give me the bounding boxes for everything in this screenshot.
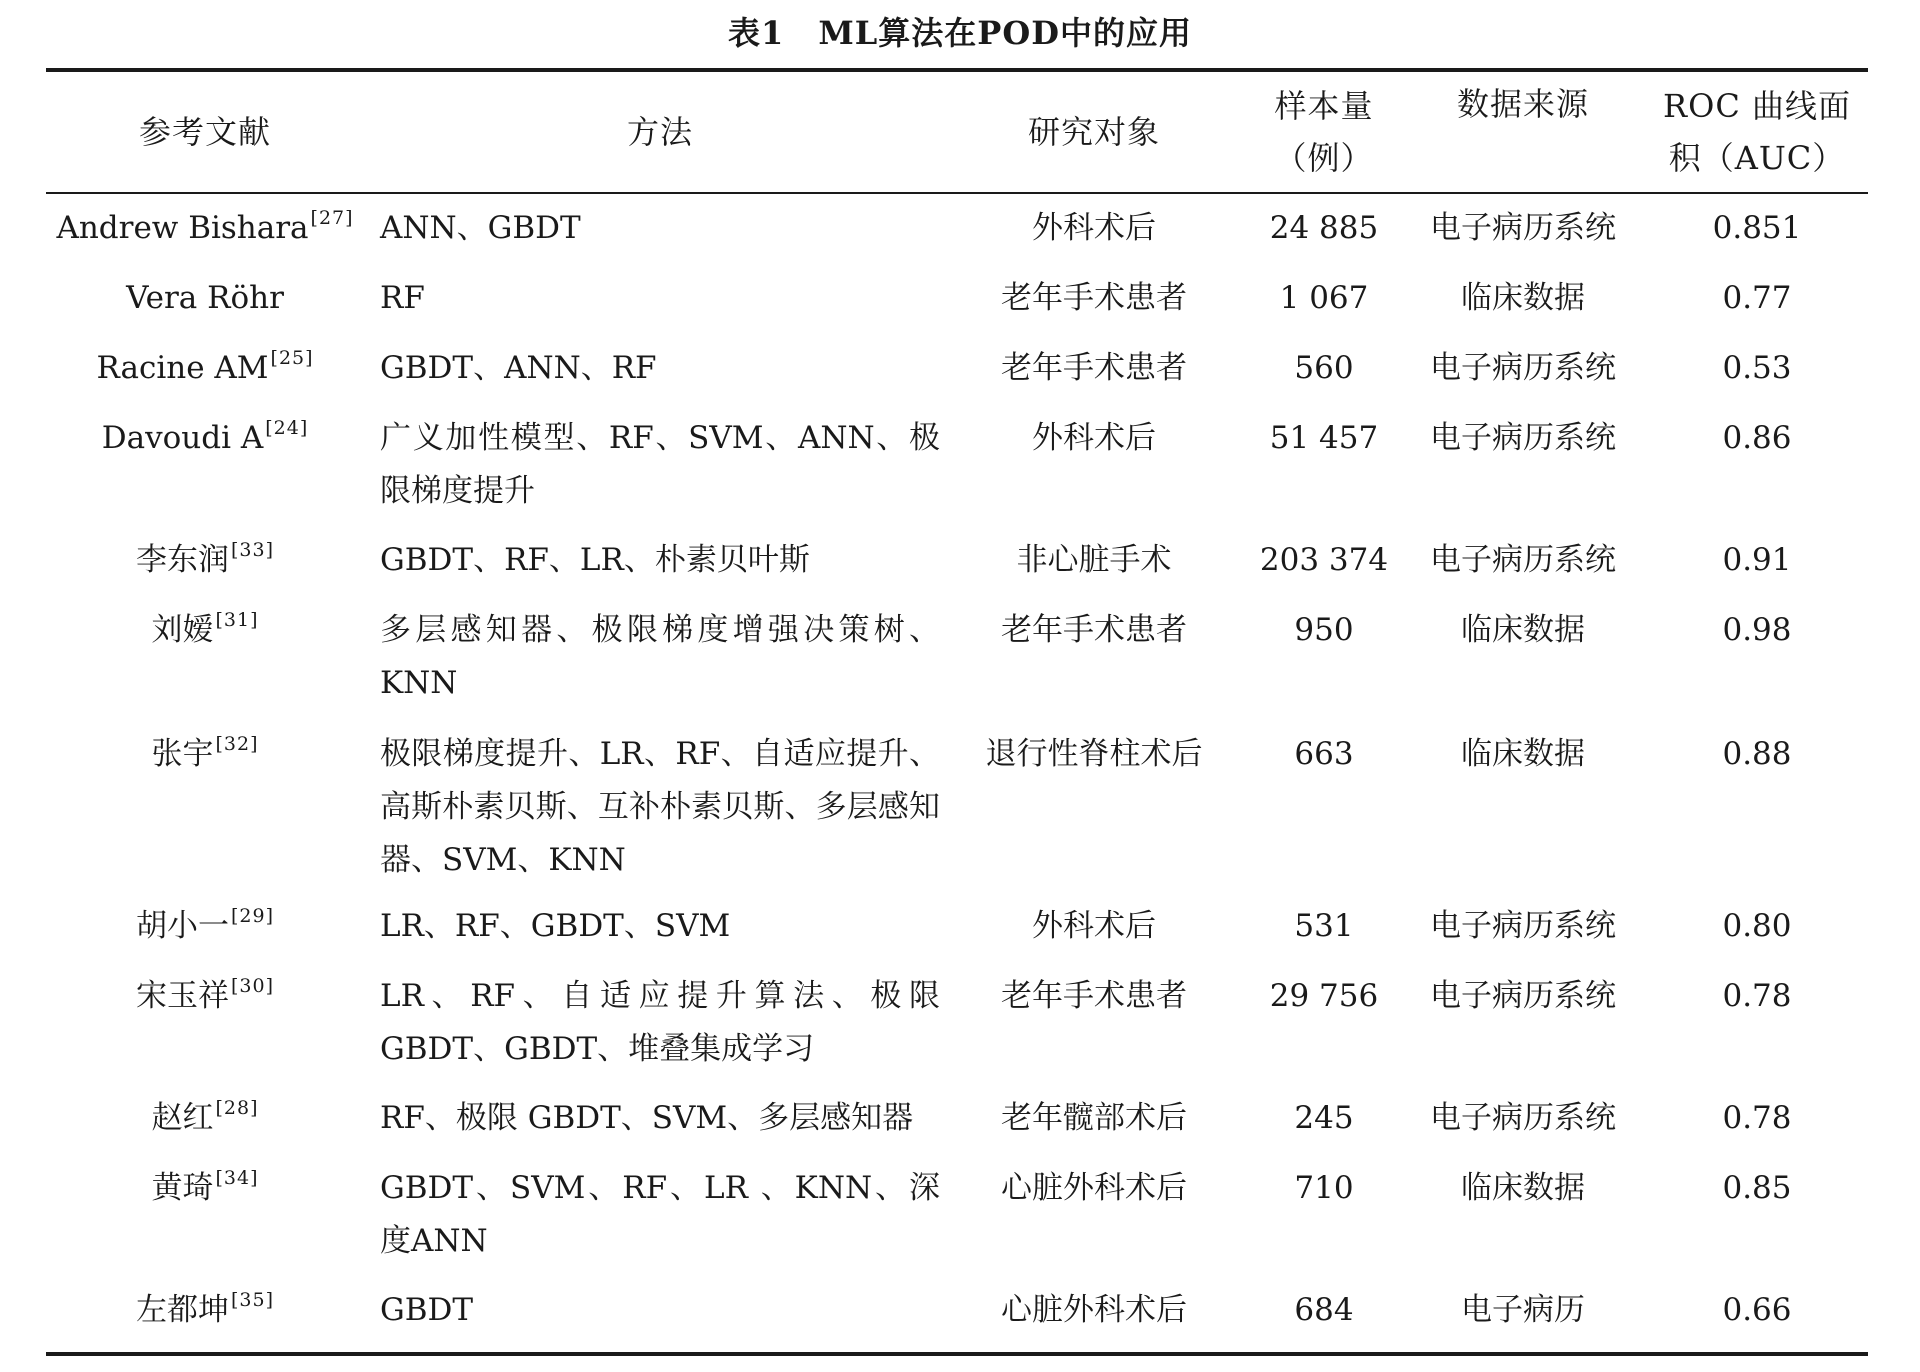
- author-name: 刘嫒: [151, 612, 214, 648]
- cell-auc: 0.88: [1722, 736, 1792, 772]
- cell-data-source: 电子病历系统: [1430, 978, 1616, 1014]
- cell-sample-size: 663: [1294, 736, 1354, 772]
- cell-subject: 非心脏手术: [1016, 542, 1172, 578]
- cell-method: 多层感知器、极限梯度增强决策树、KNN: [380, 612, 940, 701]
- cell-data-source: 临床数据: [1461, 1170, 1585, 1206]
- cell-auc: 0.85: [1722, 1170, 1792, 1206]
- cell-reference: [46, 272, 364, 325]
- table-caption: ML算法在POD中的应用: [818, 14, 1192, 52]
- cell-subject: 外科术后: [1032, 420, 1156, 456]
- cell-reference: [46, 900, 364, 957]
- cell-auc: 0.851: [1712, 210, 1802, 246]
- header-method: 方法: [626, 113, 693, 151]
- citation-marker: [27]: [310, 207, 354, 229]
- cell-sample-size: 245: [1294, 1100, 1354, 1136]
- cell-sample-size: 684: [1294, 1292, 1354, 1328]
- cell-reference: [46, 728, 364, 785]
- cell-reference: [46, 1092, 364, 1149]
- cell-subject: 外科术后: [1032, 908, 1156, 944]
- author-name: 宋玉祥: [135, 978, 229, 1014]
- cell-data-source: 电子病历系统: [1430, 350, 1616, 386]
- top-rule: [46, 68, 1868, 72]
- cell-reference: [46, 342, 364, 399]
- author-name: 张宇: [151, 736, 214, 772]
- author-name: Davoudi A: [101, 420, 264, 456]
- cell-subject: 心脏外科术后: [1001, 1170, 1187, 1206]
- cell-auc: 0.80: [1722, 908, 1792, 944]
- cell-auc: 0.98: [1722, 612, 1792, 648]
- cell-method: ANN、GBDT: [380, 210, 581, 246]
- cell-sample-size: 29 756: [1269, 978, 1379, 1014]
- cell-method: GBDT、ANN、RF: [380, 350, 657, 386]
- cell-data-source: 电子病历系统: [1430, 210, 1616, 246]
- citation-marker: [29]: [230, 905, 274, 927]
- cell-data-source: 电子病历系统: [1430, 420, 1616, 456]
- author-name: Vera Röhr: [126, 280, 284, 316]
- cell-sample-size: 203 374: [1259, 542, 1389, 578]
- citation-marker: [25]: [270, 347, 314, 369]
- header-reference: 参考文献: [138, 113, 271, 151]
- cell-method: RF、极限 GBDT、SVM、多层感知器: [380, 1100, 914, 1136]
- cell-method: GBDT、RF、LR、朴素贝叶斯: [380, 542, 810, 578]
- cell-method: 广义加性模型、RF、SVM、ANN、极限梯度提升: [380, 420, 940, 509]
- citation-marker: [32]: [215, 733, 259, 755]
- author-name: Racine AM: [96, 350, 269, 386]
- cell-method: GBDT: [380, 1292, 474, 1328]
- cell-subject: 老年髋部术后: [1001, 1100, 1187, 1136]
- cell-auc: 0.86: [1722, 420, 1792, 456]
- citation-marker: [28]: [215, 1097, 259, 1119]
- author-name: 左都坤: [135, 1292, 229, 1328]
- cell-data-source: 临床数据: [1461, 736, 1585, 772]
- citation-marker: [33]: [230, 539, 274, 561]
- header-data-source: 数据来源: [1456, 85, 1589, 123]
- cell-auc: 0.78: [1722, 1100, 1792, 1136]
- citation-marker: [31]: [215, 609, 259, 631]
- cell-reference: [46, 970, 364, 1027]
- author-name: 黄琦: [151, 1170, 214, 1206]
- cell-method: LR、RF、自适应提升算法、极限GBDT、GBDT、堆叠集成学习: [380, 978, 940, 1067]
- cell-sample-size: 1 067: [1279, 280, 1369, 316]
- cell-reference: [46, 1284, 364, 1341]
- cell-sample-size: 24 885: [1269, 210, 1379, 246]
- cell-subject: 外科术后: [1032, 210, 1156, 246]
- author-name: Andrew Bishara: [56, 210, 309, 246]
- citation-marker: [24]: [265, 417, 309, 439]
- cell-method: LR、RF、GBDT、SVM: [380, 908, 731, 944]
- header-subject: 研究对象: [1027, 113, 1160, 151]
- header-rule: [46, 192, 1868, 194]
- cell-auc: 0.78: [1722, 978, 1792, 1014]
- cell-auc: 0.53: [1722, 350, 1792, 386]
- cell-subject: 老年手术患者: [1001, 280, 1187, 316]
- cell-method: RF: [380, 280, 425, 316]
- citation-marker: [34]: [215, 1167, 259, 1189]
- bottom-rule: [46, 1352, 1868, 1356]
- header-sample-size: 样本量 （例）: [1274, 87, 1374, 177]
- cell-data-source: 临床数据: [1461, 612, 1585, 648]
- cell-subject: 老年手术患者: [1001, 612, 1187, 648]
- cell-reference: [46, 202, 364, 259]
- cell-data-source: 电子病历: [1461, 1292, 1585, 1328]
- cell-subject: 老年手术患者: [1001, 350, 1187, 386]
- citation-marker: [30]: [230, 975, 274, 997]
- author-name: 李东润: [135, 542, 229, 578]
- cell-auc: 0.66: [1722, 1292, 1792, 1328]
- cell-reference: [46, 1162, 364, 1219]
- author-name: 赵红: [151, 1100, 214, 1136]
- cell-data-source: 电子病历系统: [1430, 542, 1616, 578]
- cell-reference: [46, 534, 364, 591]
- table-number: 表1: [728, 14, 785, 52]
- cell-data-source: 电子病历系统: [1430, 908, 1616, 944]
- cell-subject: 老年手术患者: [1001, 978, 1187, 1014]
- citation-marker: [35]: [230, 1289, 274, 1311]
- cell-sample-size: 710: [1294, 1170, 1354, 1206]
- author-name: 胡小一: [135, 908, 229, 944]
- cell-sample-size: 950: [1294, 612, 1354, 648]
- cell-data-source: 电子病历系统: [1430, 1100, 1616, 1136]
- cell-subject: 退行性脊柱术后: [985, 736, 1203, 772]
- cell-sample-size: 560: [1294, 350, 1354, 386]
- cell-data-source: 临床数据: [1461, 280, 1585, 316]
- cell-auc: 0.91: [1722, 542, 1792, 578]
- cell-sample-size: 51 457: [1269, 420, 1379, 456]
- cell-reference: [46, 604, 364, 661]
- cell-sample-size: 531: [1294, 908, 1354, 944]
- header-auc: ROC 曲线面 积（AUC）: [1663, 87, 1851, 177]
- cell-method: GBDT、SVM、RF、LR 、KNN、深度ANN: [380, 1170, 940, 1259]
- cell-reference: [46, 412, 364, 469]
- table-title: [0, 8, 1920, 54]
- table-header: [0, 76, 1920, 188]
- cell-method: 极限梯度提升、LR、RF、自适应提升、高斯朴素贝斯、互补朴素贝斯、多层感知器、SVM、KNN: [380, 736, 940, 878]
- cell-subject: 心脏外科术后: [1001, 1292, 1187, 1328]
- cell-auc: 0.77: [1722, 280, 1792, 316]
